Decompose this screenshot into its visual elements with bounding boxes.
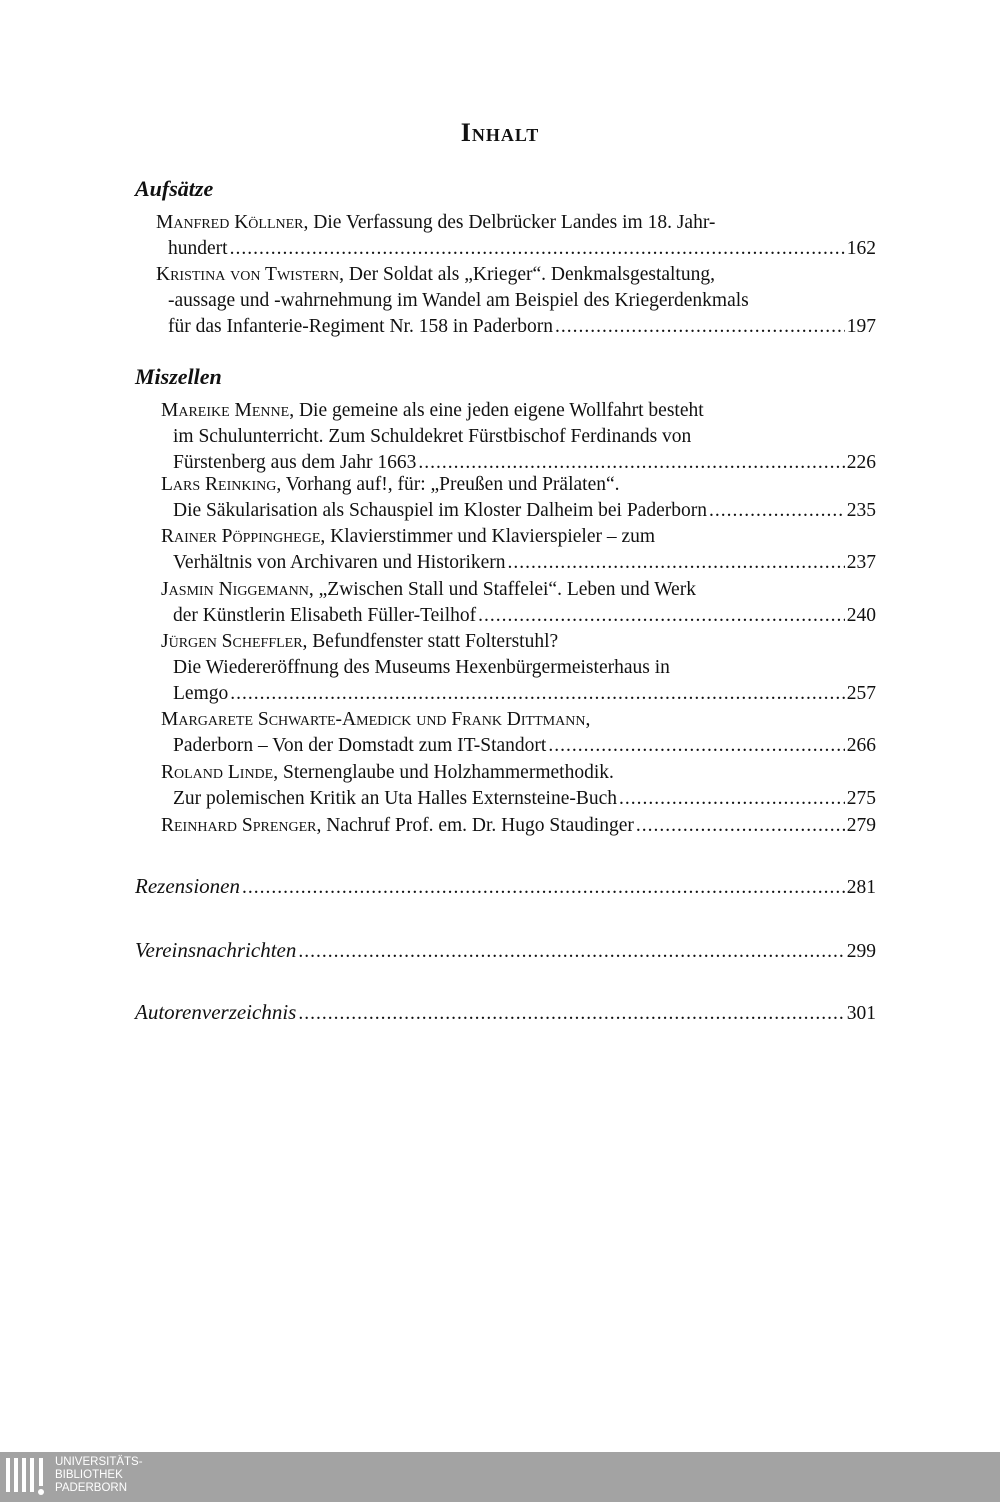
entry-author: Roland Linde [161, 762, 274, 783]
section-heading-aufsaetze: Aufsätze [135, 176, 214, 201]
page-title: Inhalt [460, 118, 540, 147]
library-name [55, 1456, 143, 1495]
toc-entry: Jürgen Scheffler, Befundfenster statt Folterstuhl? Die Wiedereröffnung des Museums Hexenbürgermeisterhaus in Lemgo ..... 257 [173, 629, 876, 707]
entry-title-end: Verhältnis von Archivaren und Historikern [173, 552, 506, 573]
entry-title: Befundfenster statt Folterstuhl? [312, 631, 559, 652]
dot-leader [478, 603, 845, 629]
entry-title-end: Lemgo [173, 683, 229, 704]
page-number: 197 [846, 316, 876, 337]
entry-title-end: Zur polemischen Kritik an Uta Halles Externsteine-Buch [173, 788, 618, 809]
toc-entry: Margarete Schwarte-Amedick und Frank Dittmann, Paderborn – Von der Domstadt zum IT-Standort ..... 266 [173, 707, 876, 759]
entry-title-end: Fürstenberg aus dem Jahr 1663 [173, 452, 417, 473]
entry-title: Die gemeine als eine jeden eigene Wollfahrt besteht [298, 400, 704, 421]
entry-author: Rainer Pöppinghege [161, 526, 321, 547]
dot-leader [709, 498, 845, 524]
section-heading-miszellen: Miszellen [135, 364, 222, 389]
entry-author: Mareike Menne [161, 400, 290, 421]
entry-title: Der Soldat als „Krieger“. Denkmalsgestaltung, [348, 264, 715, 285]
entry-author: Jasmin Niggemann [161, 579, 309, 600]
dot-leader [298, 1003, 844, 1025]
entry-title: „Zwischen Stall und Staffelei“. Leben und Werk [318, 579, 696, 600]
entry-author: Lars Reinking [161, 474, 277, 495]
toc-entry: Jasmin Niggemann, „Zwischen Stall und Staffelei“. Leben und Werk der Künstlerin Elisabeth Füller-Teilhof ..... 240 [173, 577, 876, 629]
library-name-line: PADERBORN [55, 1482, 127, 1494]
dot-leader [230, 681, 845, 707]
entry-title-line: -aussage und -wahrnehmung im Wandel am Beispiel des Kriegerdenkmals [168, 290, 749, 311]
toc-entry: Kristina von Twistern, Der Soldat als „Krieger“. Denkmalsgestaltung, -aussage und -wahrnehmung im Wandel am Beispiel des Kriegerdenkmals für das Infanterie-Regiment Nr. 158 in Paderborn ..... 197 [168, 262, 876, 340]
entry-author: Jürgen Scheffler [161, 631, 303, 652]
page-number: 275 [846, 788, 876, 809]
page-number: 279 [846, 815, 876, 836]
entry-title-end: Die Säkularisation als Schauspiel im Kloster Dalheim bei Paderborn [173, 500, 707, 521]
entry-title: Vorhang auf!, für: „Preußen und Prälaten“. [285, 474, 620, 495]
dot-leader [508, 550, 845, 576]
entry-title-end: der Künstlerin Elisabeth Füller-Teilhof [173, 605, 477, 626]
page-number: 301 [846, 1003, 876, 1024]
entry-title-end: Nachruf Prof. em. Dr. Hugo Staudinger [326, 815, 634, 836]
dot-leader [242, 877, 845, 899]
toc-entry: Roland Linde, Sternenglaube und Holzhammermethodik. Zur polemischen Kritik an Uta Halles Externsteine-Buch ..... 275 [173, 760, 876, 812]
entry-author: Kristina von Twistern [156, 264, 340, 285]
entry-title-end: hundert [168, 238, 228, 259]
toc-entry-autorenverzeichnis [135, 1000, 876, 1025]
entry-author: Manfred Köllner [156, 212, 304, 233]
dot-leader [548, 733, 844, 759]
entry-title-line: Die Wiedereröffnung des Museums Hexenbürgermeisterhaus in [173, 657, 670, 678]
toc-entry-vereinsnachrichten [135, 938, 876, 963]
page-number: 299 [846, 941, 876, 962]
section-heading-autorenverzeichnis: Autorenverzeichnis [135, 1000, 297, 1024]
dot-leader [636, 813, 845, 839]
dot-leader [298, 941, 844, 963]
toc-entry: Mareike Menne, Die gemeine als eine jeden eigene Wollfahrt besteht im Schulunterricht. Zum Schuldekret Fürstbischof Ferdinands von Fürstenberg aus dem Jahr 1663 ..... 226 [173, 398, 876, 476]
page-number: 237 [846, 552, 876, 573]
entry-title-end: für das Infanterie-Regiment Nr. 158 in Paderborn [168, 316, 554, 337]
dot-leader [555, 314, 845, 340]
entry-title: Die Verfassung des Delbrücker Landes im 18. Jahr- [313, 212, 716, 233]
toc-entry: Reinhard Sprenger, Nachruf Prof. em. Dr. Hugo Staudinger ..... 279 [173, 813, 876, 839]
library-footer-bar [0, 1452, 1000, 1502]
entry-author: Margarete Schwarte-Amedick und Frank Dittmann [161, 709, 586, 730]
page-number: 240 [846, 605, 876, 626]
page-number: 235 [846, 500, 876, 521]
entry-title-line: im Schulunterricht. Zum Schuldekret Fürstbischof Ferdinands von [173, 426, 692, 447]
section-heading-vereinsnachrichten: Vereinsnachrichten [135, 938, 297, 962]
page-number: 266 [846, 735, 876, 756]
library-name-line: BIBLIOTHEK [55, 1469, 123, 1481]
library-name-line: UNIVERSITÄTS- [55, 1456, 143, 1468]
toc-entry: Manfred Köllner, Die Verfassung des Delbrücker Landes im 18. Jahr- hundert ..... 162 [168, 210, 876, 262]
entry-author: Reinhard Sprenger [161, 815, 317, 836]
library-logo-icon [6, 1458, 46, 1496]
page-number: 281 [846, 877, 876, 898]
dot-leader [619, 786, 845, 812]
entry-title-end: Paderborn – Von der Domstadt zum IT-Standort [173, 735, 547, 756]
page-number: 257 [846, 683, 876, 704]
page-number: 162 [846, 238, 876, 259]
entry-title: Klavierstimmer und Klavierspieler – zum [330, 526, 656, 547]
toc-entry: Lars Reinking, Vorhang auf!, für: „Preußen und Prälaten“. Die Säkularisation als Schauspiel im Kloster Dalheim bei Paderborn ..... 235 [173, 472, 876, 524]
section-heading-rezensionen: Rezensionen [135, 874, 240, 898]
toc-entry: Rainer Pöppinghege, Klavierstimmer und Klavierspieler – zum Verhältnis von Archivaren und Historikern ..... 237 [173, 524, 876, 576]
page-number: 226 [846, 452, 876, 473]
entry-title: Sternenglaube und Holzhammermethodik. [282, 762, 614, 783]
toc-entry-rezensionen [135, 874, 876, 899]
dot-leader [230, 236, 845, 262]
